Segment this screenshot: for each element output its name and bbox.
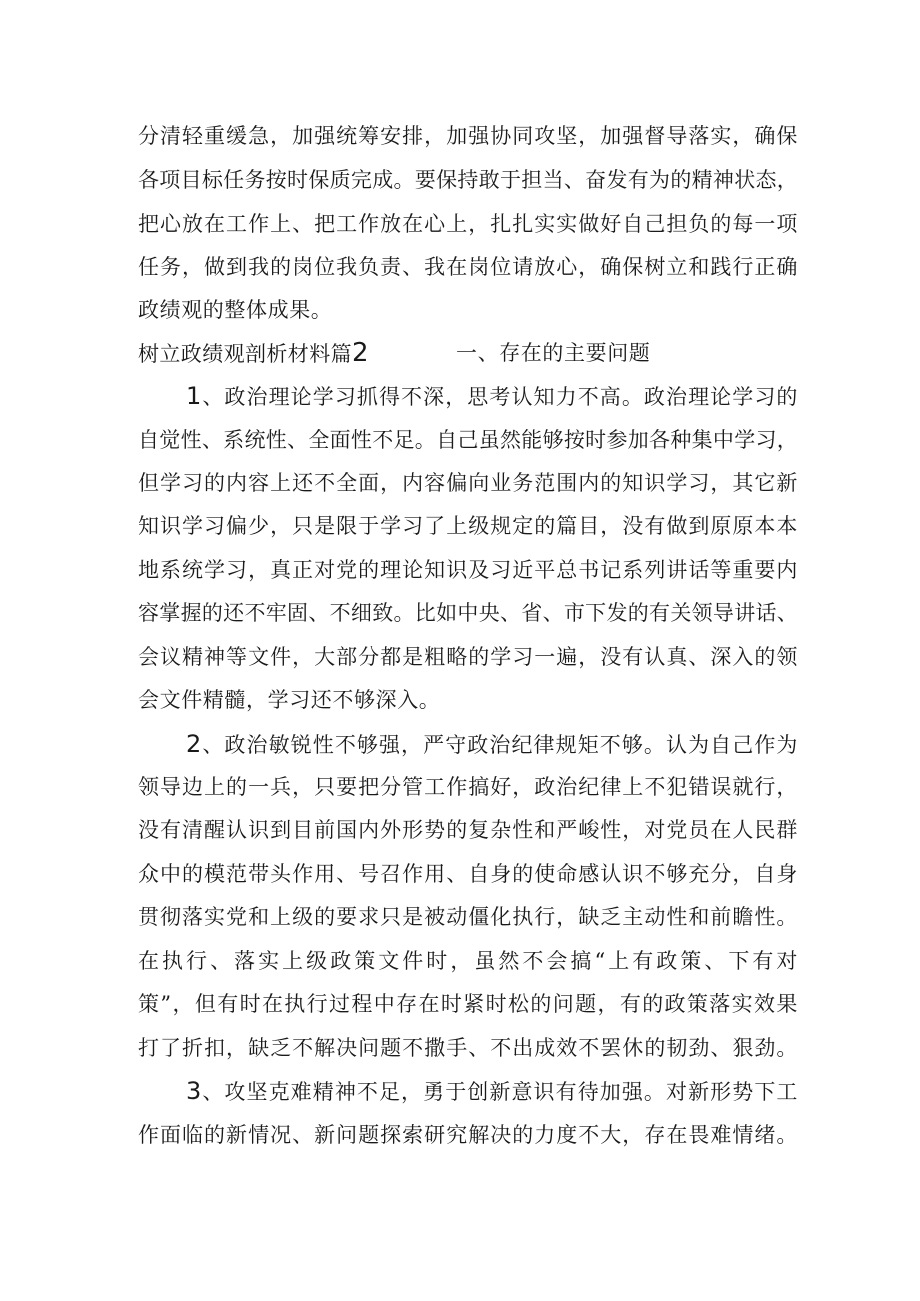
body-text-line: 打了折扣，缺乏不解决问题不撒手、不出成效不罢休的韧劲、狠劲。 (138, 1036, 798, 1060)
item-number: 2 (186, 730, 202, 758)
body-text-line: 分清轻重缓急，加强统筹安排，加强协同攻坚，加强督导落实，确保 (138, 124, 798, 148)
body-text-line: 在执行、落实上级政策文件时，虽然不会搞“上有政策、下有对 (138, 949, 798, 973)
section-heading: 一、存在的主要问题 (456, 341, 651, 365)
body-text-line: 地系统学习，真正对党的理论知识及习近平总书记系列讲话等重要内 (138, 558, 798, 582)
item-number: 3 (186, 1077, 202, 1105)
body-text-line: 但学习的内容上还不全面，内容偏向业务范围内的知识学习，其它新 (138, 471, 798, 495)
heading-row (138, 338, 798, 368)
paragraph-3-first-line: 3、攻坚克难精神不足，勇于创新意识有待加强。对新形势下工 (186, 1077, 798, 1105)
body-text-line: 自觉性、系统性、全面性不足。自己虽然能够按时参加各种集中学习， (138, 428, 798, 452)
body-text-line: 领导边上的一兵，只要把分管工作搞好，政治纪律上不犯错误就行， (138, 775, 798, 799)
item-number: 1 (186, 382, 202, 410)
body-text-line: 政绩观的整体成果。 (138, 298, 333, 322)
body-text-line: 任务，做到我的岗位我负责、我在岗位请放心，确保树立和践行正确 (138, 255, 798, 279)
paragraph-1-first-line: 1、政治理论学习抓得不深，思考认知力不高。政治理论学习的 (186, 382, 798, 410)
document-title: 树立政绩观剖析材料篇2 (138, 338, 369, 368)
body-text-line: 知识学习偏少，只是限于学习了上级规定的篇目，没有做到原原本本 (138, 514, 798, 538)
body-text-line: 会议精神等文件，大部分都是粗略的学习一遍，没有认真、深入的领 (138, 645, 798, 669)
body-text-line: 各项目标任务按时保质完成。要保持敢于担当、奋发有为的精神状态， (138, 168, 798, 192)
body-text-line: 会文件精髓，学习还不够深入。 (138, 688, 441, 712)
body-text-line: 贯彻落实党和上级的要求只是被动僵化执行，缺乏主动性和前瞻性。 (138, 905, 798, 929)
body-text-line: 容掌握的还不牢固、不细致。比如中央、省、市下发的有关领导讲话、 (138, 601, 798, 625)
body-text-line: 没有清醒认识到目前国内外形势的复杂性和严峻性，对党员在人民群 (138, 818, 798, 842)
body-text-line: 作面临的新情况、新问题探索研究解决的力度不大，存在畏难情绪。 (138, 1123, 798, 1147)
body-text-line: 策”，但有时在执行过程中存在时紧时松的问题，有的政策落实效果 (138, 992, 798, 1016)
paragraph-2-first-line: 2、政治敏锐性不够强，严守政治纪律规矩不够。认为自己作为 (186, 730, 798, 758)
body-text-line: 众中的模范带头作用、号召作用、自身的使命感认识不够充分，自身 (138, 862, 798, 886)
body-text-line: 把心放在工作上、把工作放在心上，扎扎实实做好自己担负的每一项 (138, 212, 798, 236)
